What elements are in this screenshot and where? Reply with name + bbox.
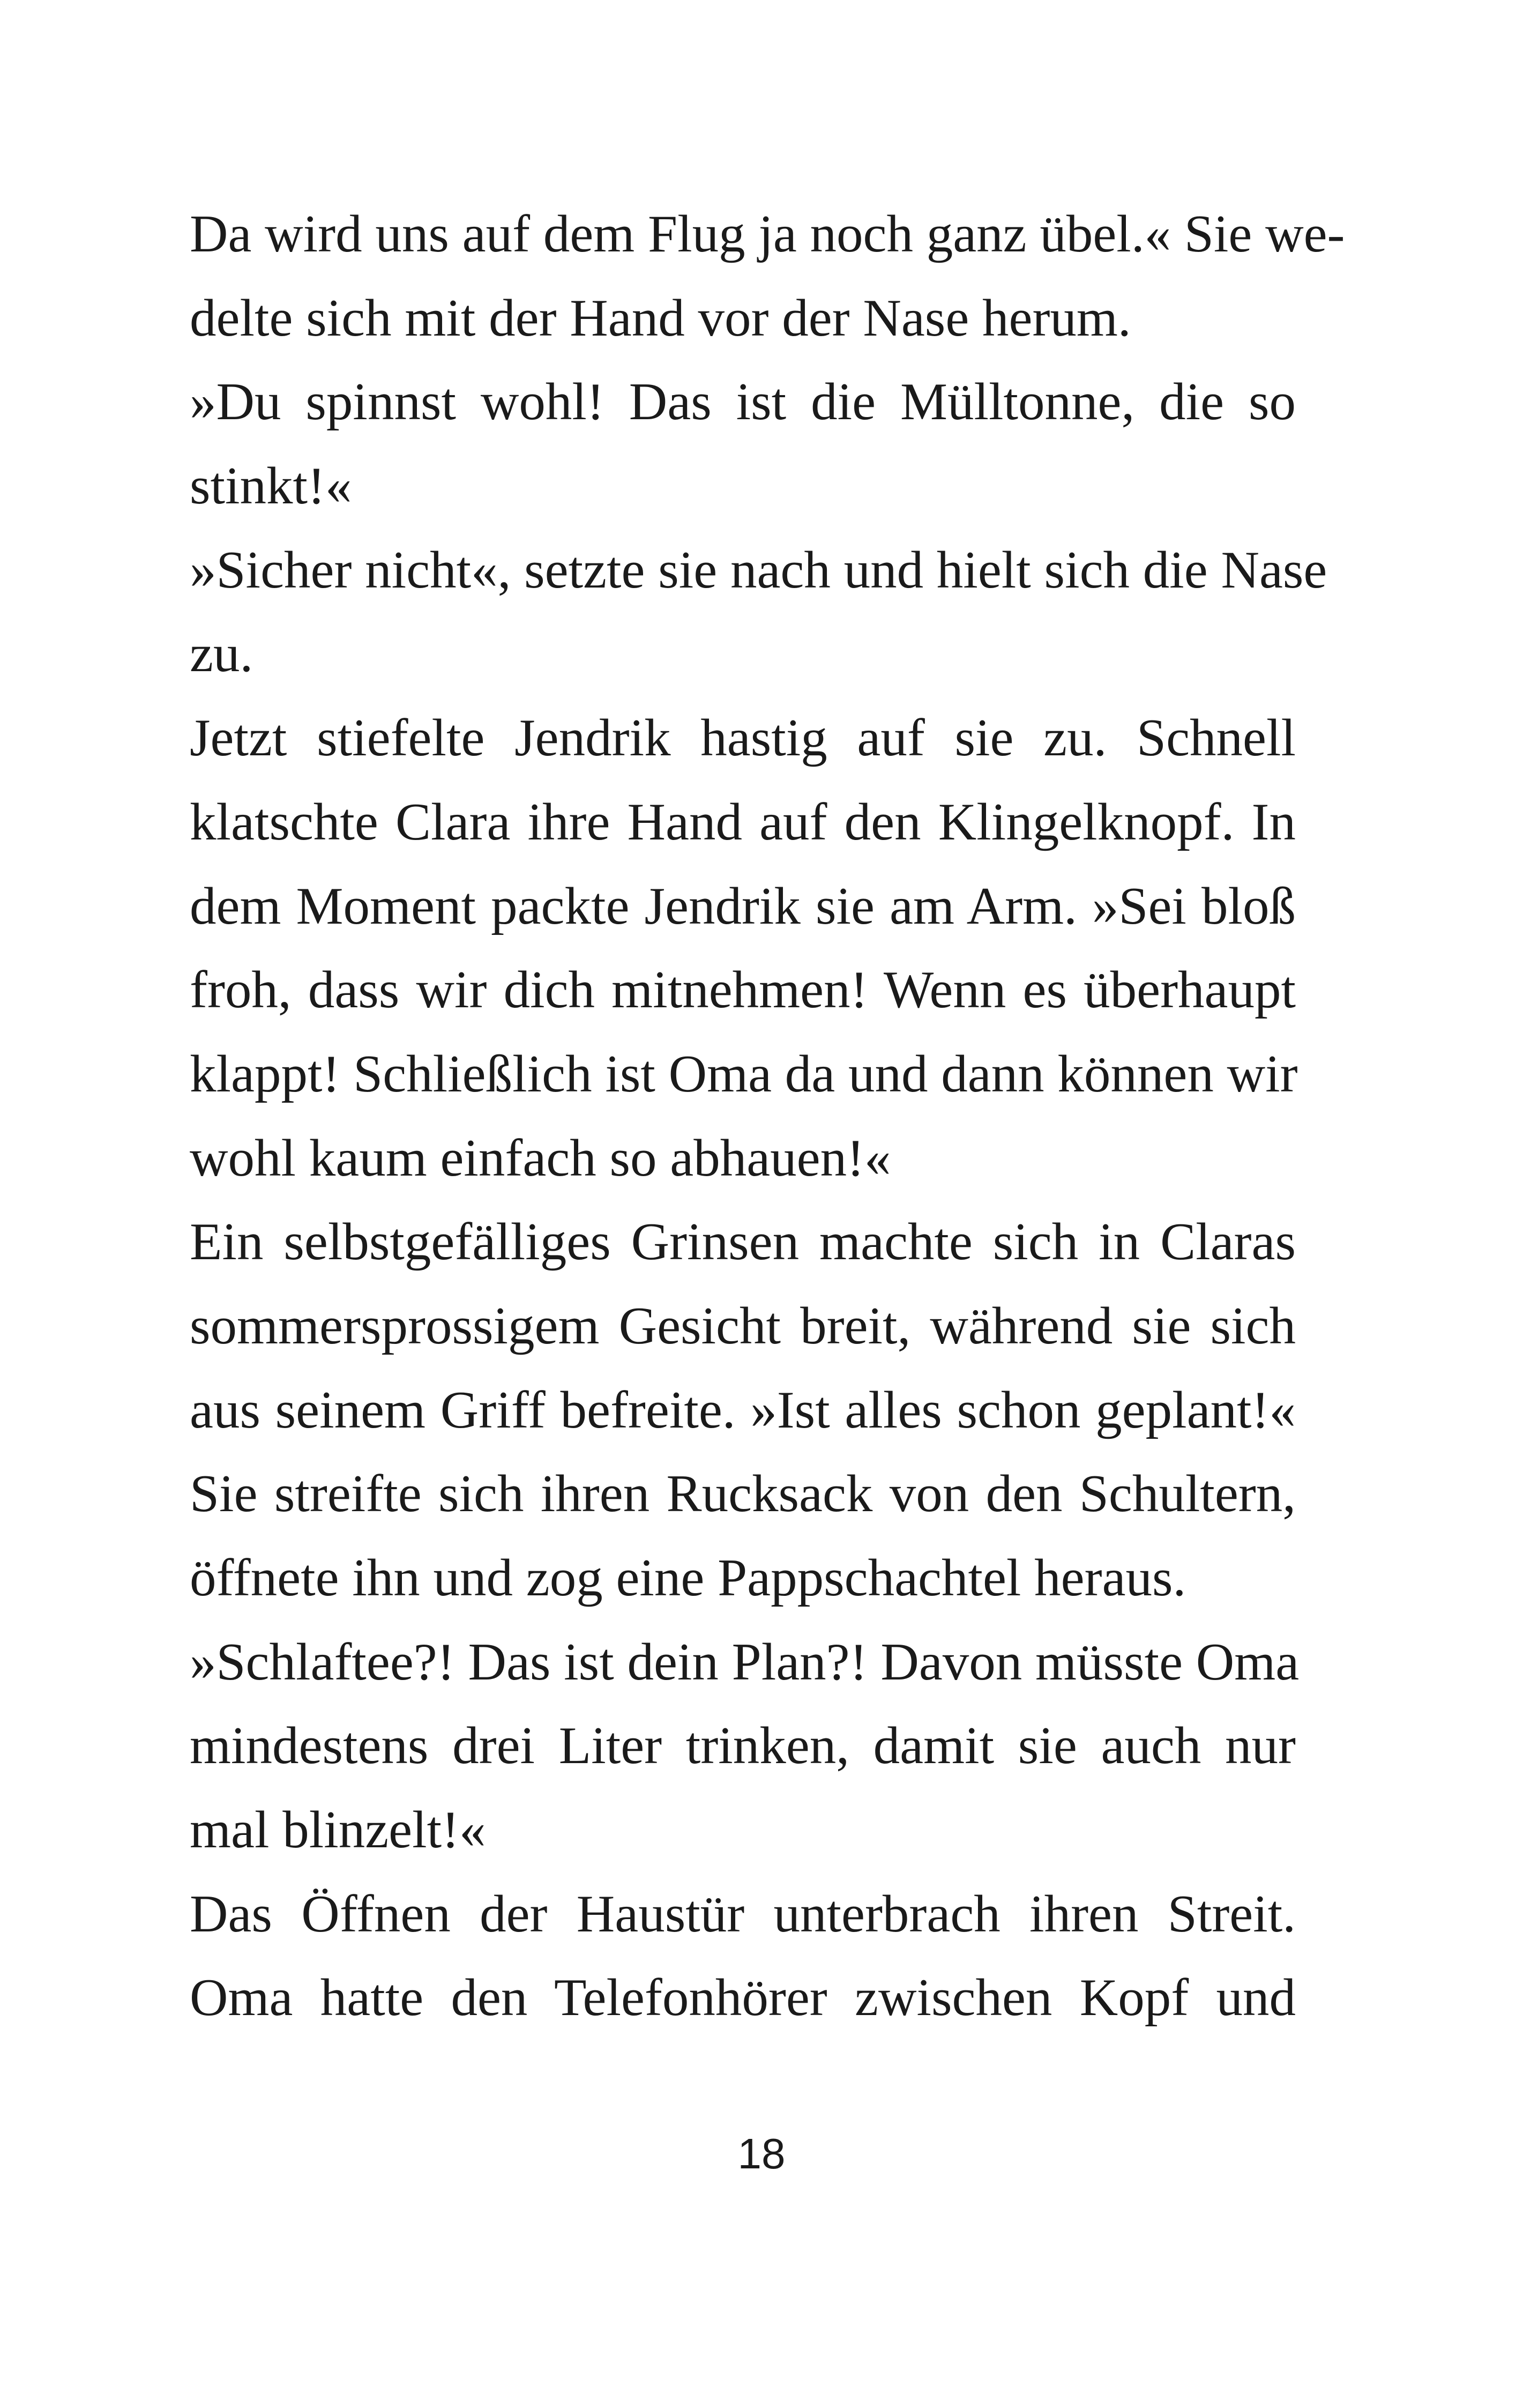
text-line: aus seinem Griff befreite. »Ist alles schon geplant!« xyxy=(190,1380,1296,1439)
text-line: klappt! Schließlich ist Oma da und dann können wir xyxy=(190,1044,1298,1103)
text-line: Oma hatte den Telefonhörer zwischen Kopf und xyxy=(190,1968,1296,2027)
text-line: »Schlaftee?! Das ist dein Plan?! Davon müsste Oma xyxy=(190,1632,1300,1691)
body-text xyxy=(190,192,1345,2040)
text-line: stinkt!« xyxy=(190,457,352,516)
text-line: Da wird uns auf dem Flug ja noch ganz übel.« Sie we- xyxy=(190,205,1345,263)
text-line: dem Moment packte Jendrik sie am Arm. »Sei bloß xyxy=(190,876,1296,935)
text-line: Ein selbstgefälliges Grinsen machte sich in Claras xyxy=(190,1213,1296,1272)
text-line: »Du spinnst wohl! Das ist die Mülltonne, die so xyxy=(190,373,1296,432)
text-line: froh, dass wir dich mitnehmen! Wenn es überhaupt xyxy=(190,961,1296,1020)
text-line: »Sicher nicht«, setzte sie nach und hielt sich die Nase xyxy=(190,540,1327,599)
text-line: Sie streifte sich ihren Rucksack von den Schultern, xyxy=(190,1465,1296,1523)
page-number: 18 xyxy=(737,2130,786,2177)
text-line: Das Öffnen der Haustür unterbrach ihren Streit. xyxy=(190,1884,1296,1943)
text-line: zu. xyxy=(190,625,253,683)
text-line: wohl kaum einfach so abhauen!« xyxy=(190,1128,891,1187)
text-line: öffnete ihn und zog eine Pappschachtel heraus. xyxy=(190,1549,1186,1607)
text-line: delte sich mit der Hand vor der Nase herum. xyxy=(190,288,1131,347)
text-line: mal blinzelt!« xyxy=(190,1801,486,1860)
text-line: Jetzt stiefelte Jendrik hastig auf sie zu. Schnell xyxy=(190,709,1296,768)
text-line: sommersprossigem Gesicht breit, während sie sich xyxy=(190,1296,1296,1355)
text-line: mindestens drei Liter trinken, damit sie auch nur xyxy=(190,1716,1296,1775)
text-line: klatschte Clara ihre Hand auf den Klingelknopf. In xyxy=(190,792,1296,851)
